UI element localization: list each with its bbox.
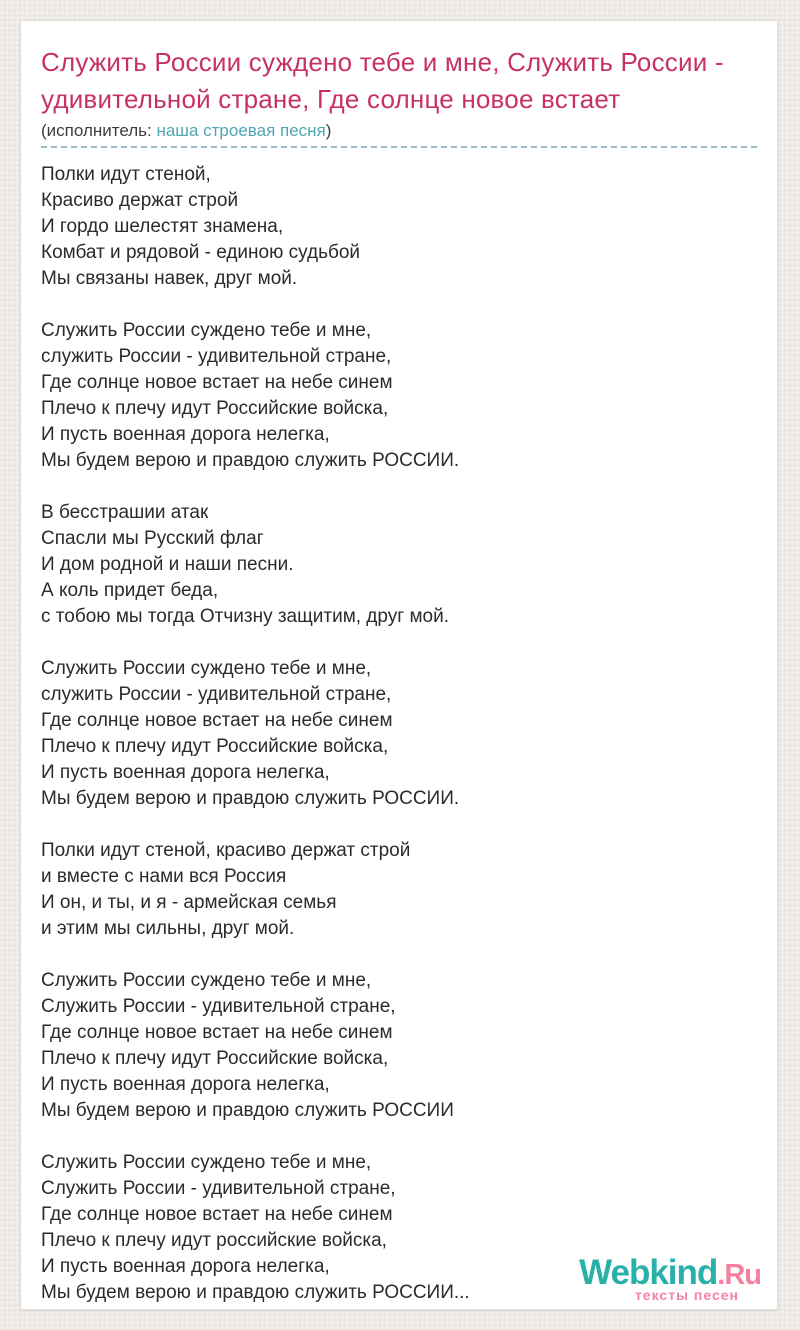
- stanza: [41, 838, 757, 942]
- artist-suffix: ): [325, 121, 332, 140]
- lyric-line: Плечо к плечу идут российские войска,: [41, 1230, 387, 1251]
- lyric-line: и вместе с нами вся Россия: [41, 866, 287, 887]
- lyric-line: Где солнце новое встает на небе синем: [41, 1204, 393, 1225]
- lyric-line: Красиво держат строй: [41, 190, 239, 211]
- lyric-line: Спасли мы Русский флаг: [41, 528, 264, 549]
- lyric-line: Мы будем верою и правдою служить РОССИИ: [41, 1100, 454, 1121]
- lyric-line: служить России - удивительной стране,: [41, 684, 392, 705]
- lyrics-card: [20, 20, 778, 1310]
- lyric-line: Служить России суждено тебе и мне,: [41, 1152, 372, 1173]
- lyric-line: Полки идут стеной,: [41, 164, 211, 185]
- artist-link[interactable]: наша строевая песня: [156, 121, 326, 140]
- lyric-line: Служить России - удивительной стране,: [41, 1178, 396, 1199]
- lyric-line: Служить России суждено тебе и мне,: [41, 970, 372, 991]
- lyric-line: Мы будем верою и правдою служить РОССИИ.: [41, 788, 460, 809]
- lyric-line: И он, и ты, и я - армейская семья: [41, 892, 337, 913]
- lyric-line: Служить России суждено тебе и мне,: [41, 658, 372, 679]
- lyrics: [41, 162, 757, 1306]
- lyric-line: И дом родной и наши песни.: [41, 554, 294, 575]
- stanza: [41, 500, 757, 630]
- lyric-line: В бесстрашии атак: [41, 502, 209, 523]
- lyric-line: с тобою мы тогда Отчизну защитим, друг мой.: [41, 606, 449, 627]
- lyric-line: И пусть военная дорога нелегка,: [41, 1074, 330, 1095]
- artist-line: [41, 121, 757, 141]
- page-title: Служить России суждено тебе и мне, Служить России - удивительной стране, Где солнце новое встает: [41, 47, 724, 114]
- lyric-line: И пусть военная дорога нелегка,: [41, 1256, 330, 1277]
- lyric-line: и этим мы сильны, друг мой.: [41, 918, 295, 939]
- lyric-line: Комбат и рядовой - единою судьбой: [41, 242, 361, 263]
- lyric-line: Мы будем верою и правдою служить РОССИИ.: [41, 450, 460, 471]
- lyric-line: Служить России - удивительной стране,: [41, 996, 396, 1017]
- lyric-line: А коль придет беда,: [41, 580, 219, 601]
- stanza: [41, 318, 757, 474]
- artist-prefix: (исполнитель:: [41, 121, 157, 140]
- lyric-line: Полки идут стеной, красиво держат строй: [41, 840, 411, 861]
- lyric-line: Мы связаны навек, друг мой.: [41, 268, 298, 289]
- dotted-separator: [41, 146, 757, 148]
- lyric-line: Где солнце новое встает на небе синем: [41, 710, 393, 731]
- lyric-line: Где солнце новое встает на небе синем: [41, 372, 393, 393]
- lyric-line: Плечо к плечу идут Российские войска,: [41, 398, 389, 419]
- webkind-logo[interactable]: [579, 1255, 761, 1303]
- lyric-line: служить России - удивительной стране,: [41, 346, 392, 367]
- logo-ru-text: .Ru: [717, 1259, 761, 1291]
- stanza: [41, 968, 757, 1124]
- logo-webkind-text: Webkind: [579, 1253, 718, 1292]
- lyric-line: И пусть военная дорога нелегка,: [41, 762, 330, 783]
- lyric-line: Плечо к плечу идут Российские войска,: [41, 736, 389, 757]
- logo-tagline: тексты песен: [634, 1287, 739, 1303]
- lyric-line: Где солнце новое встает на небе синем: [41, 1022, 393, 1043]
- lyric-line: Мы будем верою и правдою служить РОССИИ...: [41, 1282, 470, 1303]
- stanza: [41, 162, 757, 292]
- lyric-line: И гордо шелестят знамена,: [41, 216, 284, 237]
- lyric-line: И пусть военная дорога нелегка,: [41, 424, 330, 445]
- lyric-line: Служить России суждено тебе и мне,: [41, 320, 372, 341]
- stanza: [41, 656, 757, 812]
- lyric-line: Плечо к плечу идут Российские войска,: [41, 1048, 389, 1069]
